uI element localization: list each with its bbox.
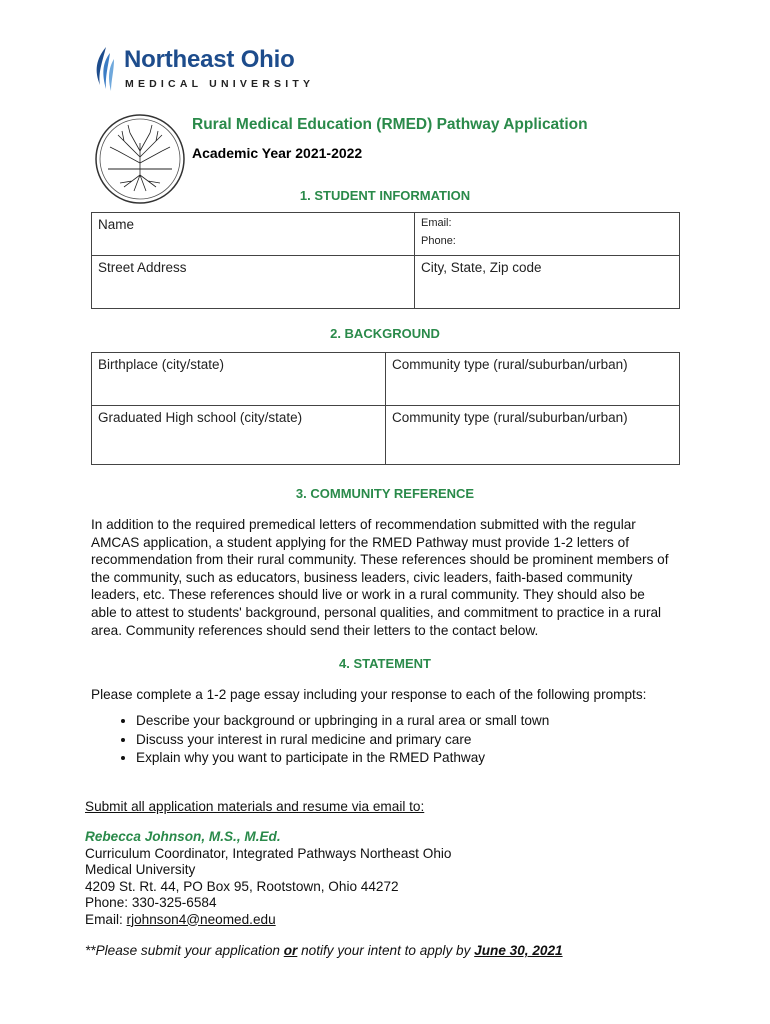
statement-intro: Please complete a 1-2 page essay including your response to each of the following prompts:	[91, 687, 647, 702]
academic-year: Academic Year 2021-2022	[192, 145, 363, 161]
phone-label: Phone:	[421, 235, 456, 247]
logo-subtitle: MEDICAL UNIVERSITY	[125, 78, 315, 90]
logo-wordmark: Northeast Ohio	[124, 46, 295, 73]
or-emphasis: or	[283, 943, 298, 958]
list-item: • Describe your background or upbringing in a rural area or small town	[136, 712, 549, 731]
list-item: • Explain why you want to participate in the RMED Pathway	[136, 749, 549, 768]
high-school-field[interactable]: Graduated High school (city/state)	[92, 406, 386, 465]
community-type-1-field[interactable]: Community type (rural/suburban/urban)	[386, 353, 680, 406]
community-reference-body: In addition to the required premedical letters of recommendation submitted with the regular AMCAS application, a student applying for the RMED Pathway must provide 1-2 letters of recommendation from their rural community. These references should be prominent members of the community, such as educators, business leaders, civic leaders, faith-based community leaders, etc. These references should live or work in a rural community. They should also be able to attest to students' background, personal qualities, and commitment to practice in a rural area. Community references should send their letters to the contact below.	[91, 517, 669, 638]
contact-email-link[interactable]: rjohnson4@neomed.edu	[126, 911, 276, 927]
community-type-2-field[interactable]: Community type (rural/suburban/urban)	[386, 406, 680, 465]
section-heading-background: 2. BACKGROUND	[330, 326, 440, 341]
submit-instructions: Submit all application materials and resume via email to:	[85, 799, 425, 814]
deadline-note: **Please submit your application or notify your intent to apply by June 30, 2021	[85, 943, 563, 958]
birthplace-field[interactable]: Birthplace (city/state)	[92, 353, 386, 406]
email-phone-field[interactable]	[415, 213, 680, 256]
section-heading-community-reference: 3. COMMUNITY REFERENCE	[295, 486, 475, 501]
student-info-table	[91, 212, 680, 309]
contact-name: Rebecca Johnson, M.S., M.Ed.	[85, 829, 281, 844]
background-table	[91, 352, 680, 465]
list-item: • Discuss your interest in rural medicine and primary care	[136, 731, 549, 750]
deadline-date: June 30, 2021	[474, 943, 563, 958]
page-title: Rural Medical Education (RMED) Pathway Application	[192, 116, 588, 133]
flame-logo-icon	[92, 45, 118, 93]
contact-phone: Phone: 330-325-6584	[85, 895, 217, 910]
contact-title-line1: Curriculum Coordinator, Integrated Pathways Northeast Ohio	[85, 845, 452, 861]
contact-address: 4209 St. Rt. 44, PO Box 95, Rootstown, Ohio 44272	[85, 878, 399, 894]
section-heading-student-info: 1. STUDENT INFORMATION	[299, 188, 471, 203]
section-heading-statement: 4. STATEMENT	[339, 656, 431, 671]
prompts-list	[91, 712, 549, 768]
city-state-zip-field[interactable]: City, State, Zip code	[415, 256, 680, 309]
street-address-field[interactable]: Street Address	[92, 256, 415, 309]
contact-block	[85, 829, 451, 928]
email-label: Email:	[421, 217, 452, 229]
contact-title-line2: Medical University	[85, 862, 196, 877]
contact-email-line: Email: rjohnson4@neomed.edu	[85, 911, 276, 927]
name-field[interactable]: Name	[92, 213, 415, 256]
